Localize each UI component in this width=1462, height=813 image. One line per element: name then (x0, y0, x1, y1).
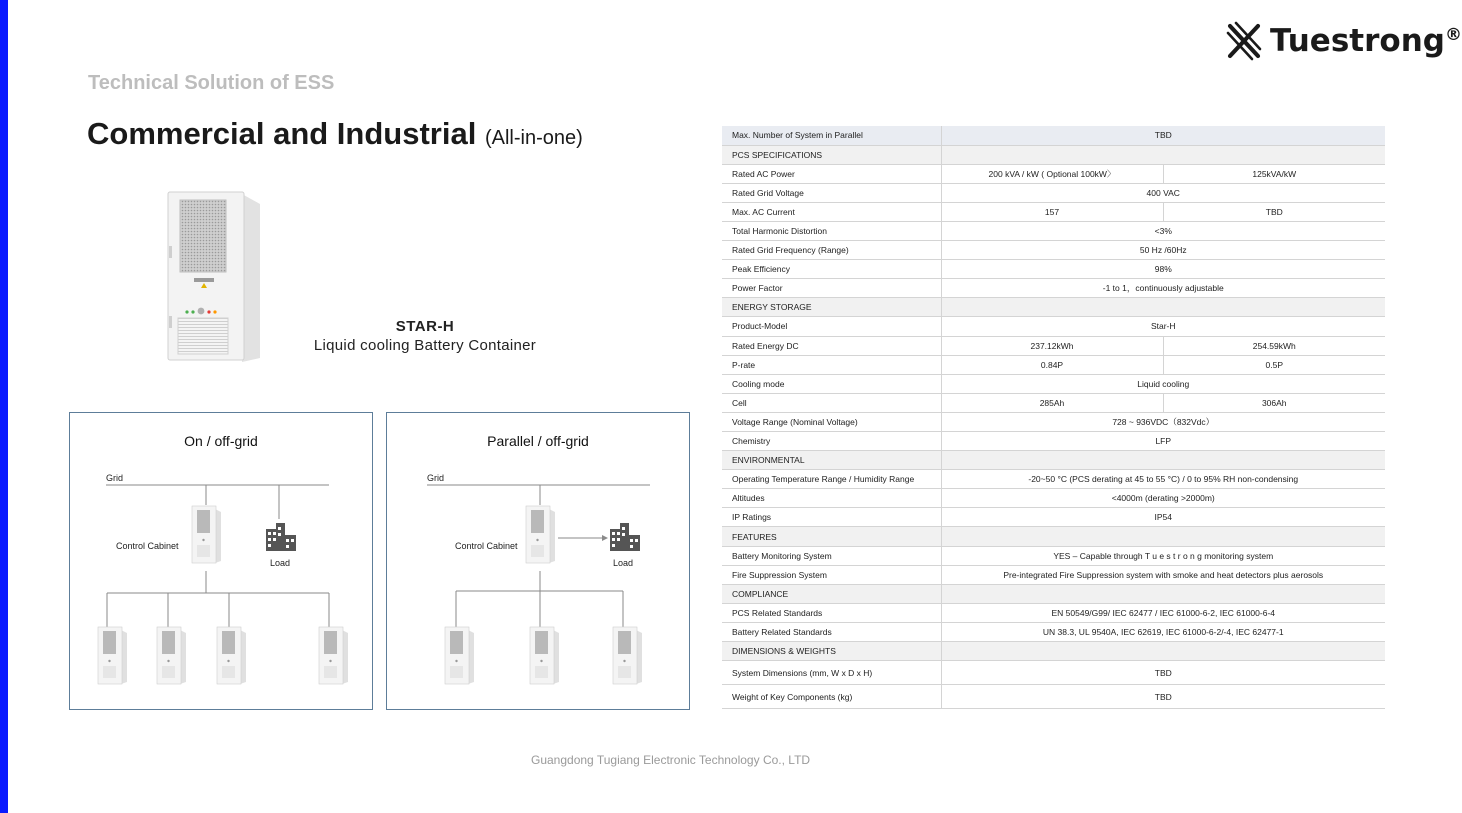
diagram-title: On / off-grid (184, 433, 258, 449)
spec-label: Operating Temperature Range / Humidity Range (722, 470, 941, 489)
product-name: STAR-H (395, 318, 455, 335)
spec-value: 98% (941, 260, 1385, 279)
table-row (722, 622, 1385, 641)
spec-value: -1 to 1，continuously adjustable (941, 279, 1385, 298)
spec-label: Product-Model (722, 317, 941, 336)
diagram-title: Parallel / off-grid (487, 433, 589, 449)
table-row (722, 336, 1385, 355)
table-row (722, 126, 1385, 145)
spec-value: UN 38.3, UL 9540A, IEC 62619, IEC 61000-6-2/-4, IEC 62477-1 (941, 622, 1385, 641)
spec-label: Fire Suppression System (722, 565, 941, 584)
spec-value: 285Ah (941, 393, 1163, 412)
battery-unit-icon (445, 627, 474, 684)
spec-value: <4000m (derating >2000m) (941, 489, 1385, 508)
spec-label: IP Ratings (722, 508, 941, 527)
spec-label: Altitudes (722, 489, 941, 508)
battery-unit-icon (319, 627, 348, 684)
table-section-row (722, 527, 1385, 546)
control-cabinet-icon (526, 506, 555, 563)
table-row (722, 432, 1385, 451)
spec-label: Voltage Range (Nominal Voltage) (722, 412, 941, 431)
table-row (722, 374, 1385, 393)
load-label: Load (613, 558, 634, 568)
table-row (722, 470, 1385, 489)
spec-label: System Dimensions (mm, W x D x H) (722, 661, 941, 685)
table-row (722, 355, 1385, 374)
table-row (722, 546, 1385, 565)
spec-value: 0.84P (941, 355, 1163, 374)
spec-value: Liquid cooling (941, 374, 1385, 393)
load-building-icon (266, 523, 296, 551)
page-title: Commercial and Industrial (All-in-one) (87, 116, 583, 151)
spec-label: Peak Efficiency (722, 260, 941, 279)
diagram-parallel-off-grid (386, 412, 690, 710)
spec-value: 157 (941, 202, 1163, 221)
spec-value: IP54 (941, 508, 1385, 527)
section-header: ENVIRONMENTAL (722, 451, 941, 470)
spec-label: Chemistry (722, 432, 941, 451)
brand-mark-icon (1224, 21, 1264, 61)
grid-label: Grid (106, 473, 124, 483)
table-row (722, 202, 1385, 221)
product-caption (280, 318, 570, 354)
table-row (722, 565, 1385, 584)
spec-value: 125kVA/kW (1163, 164, 1385, 183)
section-header: FEATURES (722, 527, 941, 546)
spec-label: Rated Grid Frequency (Range) (722, 241, 941, 260)
table-section-row (722, 145, 1385, 164)
diagram-wiring (70, 413, 374, 711)
spec-label: Cell (722, 393, 941, 412)
grid-label: Grid (427, 473, 445, 483)
spec-value: TBD (1163, 202, 1385, 221)
spec-value: 50 Hz /60Hz (941, 241, 1385, 260)
spec-value: -20~50 °C (PCS derating at 45 to 55 °C) / 0 to 95% RH non-condensing (941, 470, 1385, 489)
spec-label: Max. Number of System in Parallel (722, 126, 941, 145)
spec-label: Battery Related Standards (722, 622, 941, 641)
table-row (722, 241, 1385, 260)
table-row (722, 260, 1385, 279)
spec-value: TBD (941, 126, 1385, 145)
control-cabinet-icon (192, 506, 221, 563)
section-header: DIMENSIONS & WEIGHTS (722, 642, 941, 661)
table-row (722, 489, 1385, 508)
spec-table (722, 126, 1385, 709)
table-row (722, 508, 1385, 527)
table-section-row (722, 642, 1385, 661)
table-row (722, 393, 1385, 412)
spec-value: EN 50549/G99/ IEC 62477 / IEC 61000-6-2, IEC 61000-6-4 (941, 603, 1385, 622)
table-row (722, 221, 1385, 240)
battery-unit-icon (98, 627, 127, 684)
battery-unit-icon (217, 627, 246, 684)
page-title-suffix: (All-in-one) (484, 127, 583, 149)
brand-logo (1224, 18, 1462, 64)
brand-name: Tuestrong® (1270, 23, 1462, 59)
spec-value: LFP (941, 432, 1385, 451)
control-cabinet-label: Control Cabinet (116, 541, 179, 551)
product-description: Liquid cooling Battery Container (313, 337, 537, 354)
table-row (722, 317, 1385, 336)
spec-value: YES – Capable through T u e s t r o n g monitoring system (941, 546, 1385, 565)
spec-label: Rated Grid Voltage (722, 183, 941, 202)
spec-label: Rated AC Power (722, 164, 941, 183)
table-section-row (722, 451, 1385, 470)
spec-value: <3% (941, 221, 1385, 240)
table-row (722, 603, 1385, 622)
footer-company: Guangdong Tugiang Electronic Technology Co., LTD (531, 753, 811, 767)
section-header: ENERGY STORAGE (722, 298, 941, 317)
section-header: COMPLIANCE (722, 584, 941, 603)
spec-label: Total Harmonic Distortion (722, 221, 941, 240)
battery-unit-icon (613, 627, 642, 684)
table-row (722, 183, 1385, 202)
spec-value: 254.59kWh (1163, 336, 1385, 355)
battery-container-image (160, 188, 264, 364)
spec-label: Max. AC Current (722, 202, 941, 221)
spec-label: Cooling mode (722, 374, 941, 393)
spec-value: Star-H (941, 317, 1385, 336)
spec-label: PCS Related Standards (722, 603, 941, 622)
diagram-wiring (387, 413, 691, 711)
spec-value: TBD (941, 685, 1385, 709)
table-row (722, 279, 1385, 298)
spec-label: Weight of Key Components (kg) (722, 685, 941, 709)
load-label: Load (270, 558, 291, 568)
spec-value: 200 kVA / kW ( Optional 100kW〉 (941, 164, 1163, 183)
spec-value: 0.5P (1163, 355, 1385, 374)
diagram-on-off-grid (69, 412, 373, 710)
spec-label: Power Factor (722, 279, 941, 298)
spec-value: 400 VAC (941, 183, 1385, 202)
spec-label: Battery Monitoring System (722, 546, 941, 565)
spec-value: 237.12kWh (941, 336, 1163, 355)
control-cabinet-label: Control Cabinet (455, 541, 518, 551)
battery-unit-icon (530, 627, 559, 684)
load-building-icon (610, 523, 640, 551)
table-row (722, 412, 1385, 431)
page-subtitle: Technical Solution of ESS (88, 72, 335, 94)
spec-label: Rated Energy DC (722, 336, 941, 355)
table-section-row (722, 298, 1385, 317)
table-section-row (722, 584, 1385, 603)
section-header: PCS SPECIFICATIONS (722, 145, 941, 164)
battery-unit-icon (157, 627, 186, 684)
spec-value: TBD (941, 661, 1385, 685)
spec-value: 728 ~ 936VDC（832Vdc） (941, 412, 1385, 431)
spec-value: 306Ah (1163, 393, 1385, 412)
spec-value: Pre-integrated Fire Suppression system with smoke and heat detectors plus aerosols (941, 565, 1385, 584)
spec-label: P-rate (722, 355, 941, 374)
table-row (722, 164, 1385, 183)
table-row (722, 685, 1385, 709)
table-row (722, 661, 1385, 685)
left-accent-bar (0, 0, 8, 813)
